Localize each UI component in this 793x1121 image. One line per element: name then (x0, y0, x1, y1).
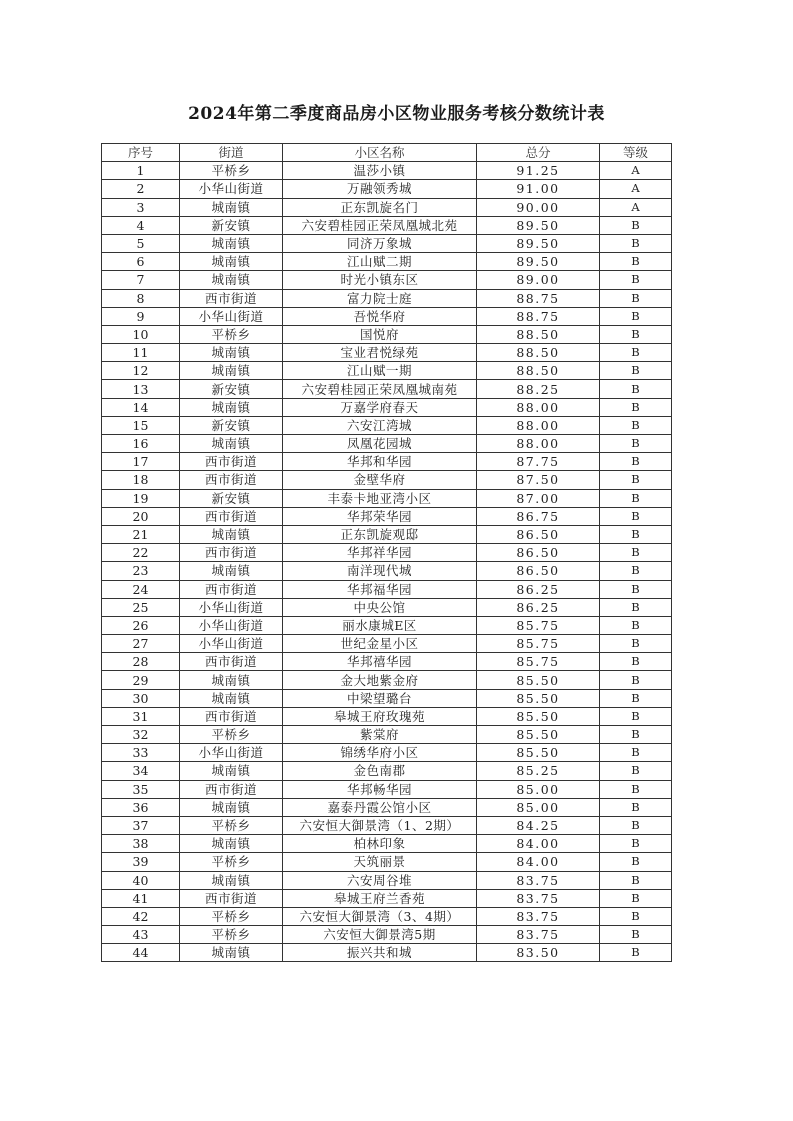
community-cell: 华邦禧华园 (283, 653, 477, 671)
street-cell: 小华山街道 (180, 307, 283, 325)
community-cell: 凤凰花园城 (283, 435, 477, 453)
row-index-cell: 9 (102, 307, 180, 325)
grade-cell: B (600, 544, 672, 562)
grade-cell: B (600, 707, 672, 725)
header-community: 小区名称 (283, 144, 477, 162)
community-cell: 中央公馆 (283, 598, 477, 616)
community-cell: 天筑丽景 (283, 853, 477, 871)
row-index-cell: 18 (102, 471, 180, 489)
grade-cell: B (600, 944, 672, 962)
score-cell: 87.00 (477, 489, 600, 507)
grade-cell: B (600, 325, 672, 343)
street-cell: 小华山街道 (180, 598, 283, 616)
table-row (102, 362, 672, 380)
row-index-cell: 11 (102, 344, 180, 362)
score-cell: 88.00 (477, 435, 600, 453)
score-cell: 86.25 (477, 580, 600, 598)
street-cell: 西市街道 (180, 289, 283, 307)
street-cell: 城南镇 (180, 562, 283, 580)
row-index-cell: 25 (102, 598, 180, 616)
row-index-cell: 17 (102, 453, 180, 471)
table-row (102, 762, 672, 780)
grade-cell: B (600, 653, 672, 671)
grade-cell: B (600, 344, 672, 362)
row-index-cell: 44 (102, 944, 180, 962)
grade-cell: B (600, 926, 672, 944)
score-cell: 85.75 (477, 653, 600, 671)
table-row (102, 198, 672, 216)
street-cell: 新安镇 (180, 380, 283, 398)
community-cell: 吾悦华府 (283, 307, 477, 325)
community-cell: 六安周谷堆 (283, 871, 477, 889)
grade-cell: B (600, 616, 672, 634)
grade-cell: A (600, 180, 672, 198)
street-cell: 城南镇 (180, 234, 283, 252)
score-cell: 84.00 (477, 853, 600, 871)
street-cell: 城南镇 (180, 198, 283, 216)
score-cell: 89.00 (477, 271, 600, 289)
row-index-cell: 23 (102, 562, 180, 580)
street-cell: 城南镇 (180, 762, 283, 780)
community-cell: 江山赋二期 (283, 253, 477, 271)
grade-cell: B (600, 453, 672, 471)
row-index-cell: 37 (102, 816, 180, 834)
street-cell: 西市街道 (180, 780, 283, 798)
row-index-cell: 5 (102, 234, 180, 252)
community-cell: 南洋现代城 (283, 562, 477, 580)
header-score: 总分 (477, 144, 600, 162)
grade-cell: B (600, 271, 672, 289)
table-row (102, 744, 672, 762)
community-cell: 温莎小镇 (283, 162, 477, 180)
score-cell: 91.00 (477, 180, 600, 198)
street-cell: 城南镇 (180, 435, 283, 453)
row-index-cell: 26 (102, 616, 180, 634)
community-cell: 嘉泰丹霞公馆小区 (283, 798, 477, 816)
street-cell: 西市街道 (180, 653, 283, 671)
row-index-cell: 43 (102, 926, 180, 944)
community-cell: 时光小镇东区 (283, 271, 477, 289)
community-cell: 正东凯旋观邸 (283, 525, 477, 543)
row-index-cell: 24 (102, 580, 180, 598)
score-cell: 85.00 (477, 798, 600, 816)
community-cell: 皋城王府玫瑰苑 (283, 707, 477, 725)
score-cell: 87.50 (477, 471, 600, 489)
grade-cell: B (600, 671, 672, 689)
community-cell: 华邦荣华园 (283, 507, 477, 525)
street-cell: 城南镇 (180, 362, 283, 380)
grade-cell: B (600, 853, 672, 871)
score-cell: 83.75 (477, 871, 600, 889)
grade-cell: B (600, 798, 672, 816)
page-title: 2024年第二季度商品房小区物业服务考核分数统计表 (188, 104, 605, 124)
street-cell: 平桥乡 (180, 907, 283, 925)
row-index-cell: 32 (102, 726, 180, 744)
street-cell: 西市街道 (180, 707, 283, 725)
score-cell: 88.75 (477, 289, 600, 307)
street-cell: 西市街道 (180, 453, 283, 471)
community-cell: 金大地紫金府 (283, 671, 477, 689)
street-cell: 城南镇 (180, 835, 283, 853)
community-cell: 中梁望璐台 (283, 689, 477, 707)
street-cell: 城南镇 (180, 798, 283, 816)
community-cell: 华邦福华园 (283, 580, 477, 598)
grade-cell: B (600, 380, 672, 398)
table-row (102, 926, 672, 944)
street-cell: 平桥乡 (180, 726, 283, 744)
score-cell: 85.25 (477, 762, 600, 780)
row-index-cell: 41 (102, 889, 180, 907)
row-index-cell: 35 (102, 780, 180, 798)
score-table (101, 143, 672, 962)
row-index-cell: 21 (102, 525, 180, 543)
score-cell: 88.00 (477, 398, 600, 416)
community-cell: 紫棠府 (283, 726, 477, 744)
row-index-cell: 29 (102, 671, 180, 689)
score-cell: 86.50 (477, 544, 600, 562)
street-cell: 新安镇 (180, 489, 283, 507)
community-cell: 六安江湾城 (283, 416, 477, 434)
score-cell: 86.25 (477, 598, 600, 616)
table-row (102, 435, 672, 453)
community-cell: 柏林印象 (283, 835, 477, 853)
score-cell: 87.75 (477, 453, 600, 471)
row-index-cell: 6 (102, 253, 180, 271)
table-row (102, 816, 672, 834)
community-cell: 正东凯旋名门 (283, 198, 477, 216)
score-cell: 88.50 (477, 325, 600, 343)
grade-cell: B (600, 253, 672, 271)
row-index-cell: 34 (102, 762, 180, 780)
table-row (102, 689, 672, 707)
row-index-cell: 40 (102, 871, 180, 889)
grade-cell: B (600, 689, 672, 707)
street-cell: 城南镇 (180, 689, 283, 707)
score-cell: 84.00 (477, 835, 600, 853)
table-row (102, 253, 672, 271)
table-row (102, 798, 672, 816)
row-index-cell: 39 (102, 853, 180, 871)
street-cell: 西市街道 (180, 544, 283, 562)
street-cell: 西市街道 (180, 471, 283, 489)
row-index-cell: 13 (102, 380, 180, 398)
street-cell: 小华山街道 (180, 635, 283, 653)
score-cell: 85.50 (477, 689, 600, 707)
table-row (102, 344, 672, 362)
score-cell: 86.75 (477, 507, 600, 525)
community-cell: 华邦祥华园 (283, 544, 477, 562)
row-index-cell: 38 (102, 835, 180, 853)
score-cell: 83.75 (477, 907, 600, 925)
table-row (102, 416, 672, 434)
table-row (102, 726, 672, 744)
score-cell: 83.75 (477, 889, 600, 907)
score-cell: 86.50 (477, 525, 600, 543)
table-row (102, 180, 672, 198)
community-cell: 世纪金星小区 (283, 635, 477, 653)
community-cell: 江山赋一期 (283, 362, 477, 380)
street-cell: 小华山街道 (180, 180, 283, 198)
score-cell: 88.50 (477, 362, 600, 380)
score-cell: 89.50 (477, 234, 600, 252)
row-index-cell: 31 (102, 707, 180, 725)
score-cell: 83.75 (477, 926, 600, 944)
grade-cell: B (600, 398, 672, 416)
grade-cell: B (600, 726, 672, 744)
table-row (102, 307, 672, 325)
community-cell: 万融领秀城 (283, 180, 477, 198)
grade-cell: B (600, 635, 672, 653)
community-cell: 同济万象城 (283, 234, 477, 252)
grade-cell: B (600, 416, 672, 434)
row-index-cell: 30 (102, 689, 180, 707)
table-row (102, 507, 672, 525)
community-cell: 六安恒大御景湾（3、4期） (283, 907, 477, 925)
table-row (102, 562, 672, 580)
table-row (102, 616, 672, 634)
score-cell: 91.25 (477, 162, 600, 180)
street-cell: 小华山街道 (180, 744, 283, 762)
table-body (102, 162, 672, 962)
table-row (102, 653, 672, 671)
table-row (102, 162, 672, 180)
row-index-cell: 3 (102, 198, 180, 216)
score-cell: 85.50 (477, 671, 600, 689)
grade-cell: B (600, 835, 672, 853)
score-cell: 85.50 (477, 707, 600, 725)
street-cell: 西市街道 (180, 507, 283, 525)
community-cell: 华邦畅华园 (283, 780, 477, 798)
street-cell: 新安镇 (180, 416, 283, 434)
grade-cell: B (600, 234, 672, 252)
score-cell: 85.50 (477, 744, 600, 762)
street-cell: 小华山街道 (180, 616, 283, 634)
table-row (102, 780, 672, 798)
score-cell: 85.00 (477, 780, 600, 798)
community-cell: 六安恒大御景湾（1、2期） (283, 816, 477, 834)
street-cell: 平桥乡 (180, 325, 283, 343)
row-index-cell: 28 (102, 653, 180, 671)
community-cell: 六安恒大御景湾5期 (283, 926, 477, 944)
community-cell: 振兴共和城 (283, 944, 477, 962)
grade-cell: B (600, 907, 672, 925)
table-header-row (102, 144, 672, 162)
community-cell: 丽水康城E区 (283, 616, 477, 634)
row-index-cell: 10 (102, 325, 180, 343)
community-cell: 金色南郡 (283, 762, 477, 780)
table-row (102, 598, 672, 616)
grade-cell: B (600, 362, 672, 380)
community-cell: 富力院士庭 (283, 289, 477, 307)
grade-cell: B (600, 580, 672, 598)
grade-cell: A (600, 162, 672, 180)
row-index-cell: 7 (102, 271, 180, 289)
table-row (102, 216, 672, 234)
street-cell: 西市街道 (180, 889, 283, 907)
street-cell: 平桥乡 (180, 926, 283, 944)
header-street: 街道 (180, 144, 283, 162)
community-cell: 六安碧桂园正荣凤凰城南苑 (283, 380, 477, 398)
street-cell: 新安镇 (180, 216, 283, 234)
street-cell: 城南镇 (180, 344, 283, 362)
score-cell: 83.50 (477, 944, 600, 962)
score-cell: 84.25 (477, 816, 600, 834)
table-row (102, 544, 672, 562)
row-index-cell: 27 (102, 635, 180, 653)
street-cell: 平桥乡 (180, 816, 283, 834)
score-cell: 86.50 (477, 562, 600, 580)
table-row (102, 325, 672, 343)
street-cell: 城南镇 (180, 944, 283, 962)
table-row (102, 489, 672, 507)
community-cell: 万嘉学府春天 (283, 398, 477, 416)
table-row (102, 525, 672, 543)
row-index-cell: 36 (102, 798, 180, 816)
row-index-cell: 20 (102, 507, 180, 525)
table-row (102, 871, 672, 889)
row-index-cell: 22 (102, 544, 180, 562)
street-cell: 城南镇 (180, 871, 283, 889)
street-cell: 城南镇 (180, 398, 283, 416)
street-cell: 城南镇 (180, 253, 283, 271)
street-cell: 城南镇 (180, 271, 283, 289)
table-row (102, 853, 672, 871)
score-cell: 88.75 (477, 307, 600, 325)
table-row (102, 707, 672, 725)
table-row (102, 635, 672, 653)
table-row (102, 234, 672, 252)
table-row (102, 580, 672, 598)
street-cell: 西市街道 (180, 580, 283, 598)
row-index-cell: 14 (102, 398, 180, 416)
grade-cell: B (600, 598, 672, 616)
table-row (102, 889, 672, 907)
grade-cell: B (600, 471, 672, 489)
table-row (102, 271, 672, 289)
row-index-cell: 19 (102, 489, 180, 507)
score-cell: 88.25 (477, 380, 600, 398)
grade-cell: B (600, 435, 672, 453)
grade-cell: B (600, 489, 672, 507)
row-index-cell: 4 (102, 216, 180, 234)
table-row (102, 671, 672, 689)
row-index-cell: 42 (102, 907, 180, 925)
score-cell: 90.00 (477, 198, 600, 216)
score-cell: 88.00 (477, 416, 600, 434)
community-cell: 宝业君悦绿苑 (283, 344, 477, 362)
grade-cell: B (600, 762, 672, 780)
grade-cell: B (600, 289, 672, 307)
community-cell: 华邦和华园 (283, 453, 477, 471)
table-row (102, 944, 672, 962)
street-cell: 城南镇 (180, 671, 283, 689)
table-row (102, 398, 672, 416)
community-cell: 丰泰卡地亚湾小区 (283, 489, 477, 507)
row-index-cell: 12 (102, 362, 180, 380)
table-row (102, 471, 672, 489)
table-row (102, 380, 672, 398)
row-index-cell: 15 (102, 416, 180, 434)
community-cell: 皋城王府兰香苑 (283, 889, 477, 907)
row-index-cell: 2 (102, 180, 180, 198)
score-cell: 89.50 (477, 216, 600, 234)
street-cell: 城南镇 (180, 525, 283, 543)
row-index-cell: 8 (102, 289, 180, 307)
community-cell: 六安碧桂园正荣凤凰城北苑 (283, 216, 477, 234)
grade-cell: B (600, 871, 672, 889)
grade-cell: B (600, 307, 672, 325)
table-row (102, 453, 672, 471)
grade-cell: B (600, 744, 672, 762)
grade-cell: B (600, 525, 672, 543)
score-cell: 89.50 (477, 253, 600, 271)
grade-cell: B (600, 562, 672, 580)
row-index-cell: 16 (102, 435, 180, 453)
score-cell: 85.50 (477, 726, 600, 744)
table-row (102, 835, 672, 853)
header-grade: 等级 (600, 144, 672, 162)
community-cell: 金壁华府 (283, 471, 477, 489)
community-cell: 锦绣华府小区 (283, 744, 477, 762)
street-cell: 平桥乡 (180, 853, 283, 871)
table-row (102, 907, 672, 925)
community-cell: 国悦府 (283, 325, 477, 343)
header-index: 序号 (102, 144, 180, 162)
score-cell: 88.50 (477, 344, 600, 362)
score-cell: 85.75 (477, 616, 600, 634)
grade-cell: B (600, 780, 672, 798)
grade-cell: B (600, 816, 672, 834)
street-cell: 平桥乡 (180, 162, 283, 180)
grade-cell: B (600, 507, 672, 525)
grade-cell: B (600, 889, 672, 907)
grade-cell: A (600, 198, 672, 216)
table-row (102, 289, 672, 307)
grade-cell: B (600, 216, 672, 234)
row-index-cell: 33 (102, 744, 180, 762)
row-index-cell: 1 (102, 162, 180, 180)
score-cell: 85.75 (477, 635, 600, 653)
